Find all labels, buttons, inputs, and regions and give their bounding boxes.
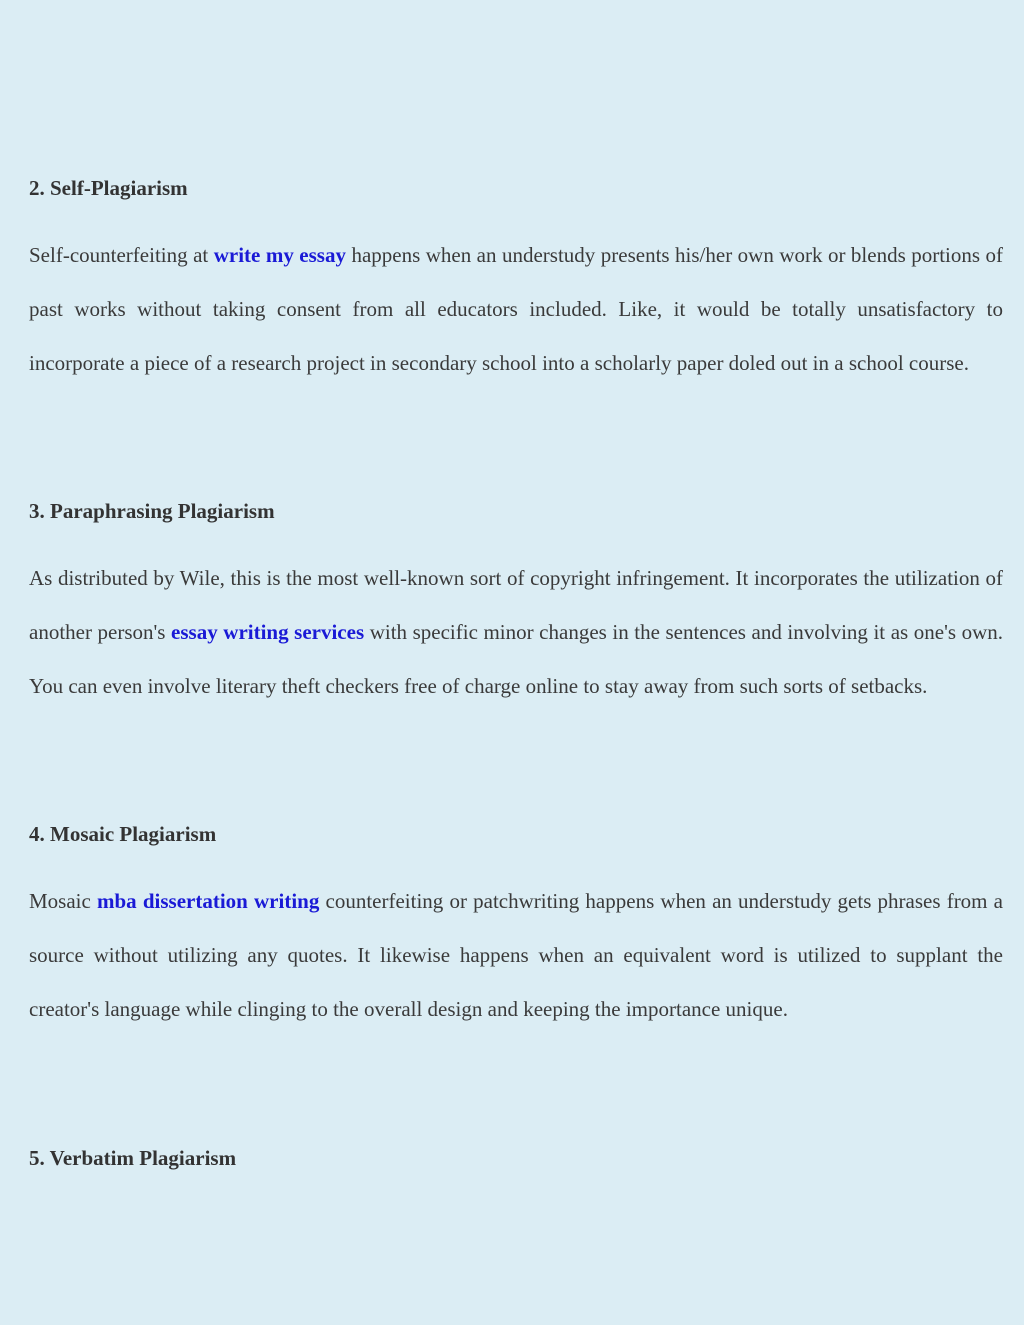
paragraph-text: Mosaic — [29, 889, 97, 913]
paragraph-text: happens when an understudy presents his/her own work or blends portions of past works without taking consent from all educators included. Like, it would be totally unsatisfactory to incorporate a piece of a research project in secondary school into a scholarly paper doled out in a school course. — [29, 243, 1004, 375]
section-paragraph — [29, 874, 1003, 1036]
paragraph-text: counterfeiting or patchwriting happens when an understudy gets phrases from a source without utilizing any quotes. It likewise happens when an equivalent word is utilized to supplant the creator's language while clinging to the overall design and keeping the importance unique. — [29, 889, 1004, 1021]
section-heading: 3. Paraphrasing Plagiarism — [29, 499, 275, 523]
section-heading: 2. Self-Plagiarism — [29, 176, 188, 200]
section-heading: 4. Mosaic Plagiarism — [29, 822, 217, 846]
section-self-plagiarism — [29, 175, 1003, 390]
essay-writing-services-link[interactable]: essay writing services — [171, 620, 365, 644]
section-paraphrasing-plagiarism — [29, 498, 1003, 713]
paragraph-text: Self-counterfeiting at — [29, 243, 214, 267]
paragraph-text: with specific minor changes in the sentences and involving it as one's own. You can even involve literary theft checkers free of charge online to stay away from such sorts of setbacks. — [29, 620, 1004, 698]
section-paragraph — [29, 228, 1003, 390]
section-heading: 5. Verbatim Plagiarism — [29, 1146, 237, 1170]
mba-dissertation-writing-link[interactable]: mba dissertation writing — [97, 889, 320, 913]
section-verbatim-plagiarism — [29, 1145, 1003, 1171]
section-paragraph — [29, 551, 1003, 713]
write-my-essay-link[interactable]: write my essay — [213, 243, 346, 267]
section-mosaic-plagiarism — [29, 821, 1003, 1036]
paragraph-text: As distributed by Wile, this is the most well-known sort of copyright infringement. It incorporates the utilization of another person's — [29, 566, 1003, 644]
